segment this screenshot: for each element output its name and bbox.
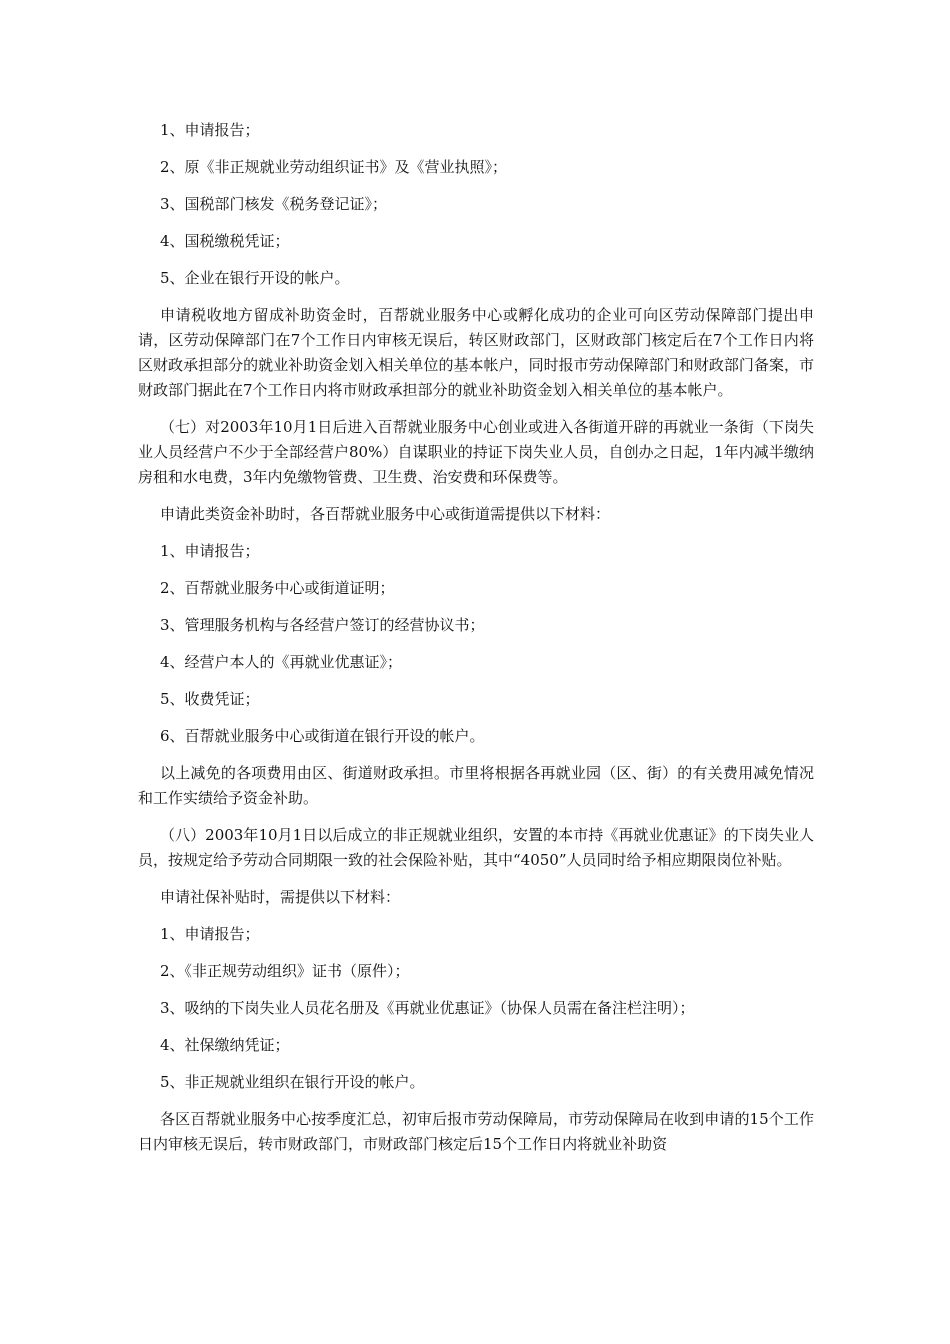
list-item: 3、国税部门核发《税务登记证》； bbox=[160, 195, 388, 213]
list-item: 3、管理服务机构与各经营户签订的经营协议书； bbox=[160, 616, 485, 634]
list-item: 2、百帮就业服务中心或街道证明； bbox=[160, 579, 395, 597]
paragraph: 申请社保补贴时，需提供以下材料： bbox=[160, 888, 401, 906]
document-body bbox=[138, 118, 814, 1157]
list-item: 5、非正规就业组织在银行开设的帐户。 bbox=[160, 1073, 425, 1091]
paragraph: 申请此类资金补助时，各百帮就业服务中心或街道需提供以下材料： bbox=[160, 505, 611, 523]
list-item: 3、吸纳的下岗失业人员花名册及《再就业优惠证》（协保人员需在备注栏注明）； bbox=[160, 999, 695, 1017]
paragraph: 各区百帮就业服务中心按季度汇总，初审后报市劳动保障局，市劳动保障局在收到申请的15个工作日内审核无误后，转市财政部门，市财政部门核定后15个工作日内将就业补助资 bbox=[138, 1110, 814, 1153]
paragraph: （七）对2003年10月1日后进入百帮就业服务中心创业或进入各街道开辟的再就业一条街（下岗失业人员经营户不少于全部经营户80%）自谋职业的持证下岗失业人员，自创办之日起，1年内减半缴纳房租和水电费，3年内免缴物管费、卫生费、治安费和环保费等。 bbox=[138, 418, 814, 486]
paragraph: 申请税收地方留成补助资金时，百帮就业服务中心或孵化成功的企业可向区劳动保障部门提出申请，区劳动保障部门在7个工作日内审核无误后，转区财政部门，区财政部门核定后在7个工作日内将区财政承担部分的就业补助资金划入相关单位的基本帐户，同时报市劳动保障部门和财政部门备案，市财政部门据此在7个工作日内将市财政承担部分的就业补助资金划入相关单位的基本帐户。 bbox=[138, 306, 814, 399]
list-item: 6、百帮就业服务中心或街道在银行开设的帐户。 bbox=[160, 727, 485, 745]
list-item: 4、社保缴纳凭证； bbox=[160, 1036, 290, 1054]
list-item: 1、申请报告； bbox=[160, 925, 260, 943]
list-item: 1、申请报告； bbox=[160, 121, 260, 139]
list-item: 5、收费凭证； bbox=[160, 690, 260, 708]
paragraph: 以上减免的各项费用由区、街道财政承担。市里将根据各再就业园（区、街）的有关费用减免情况和工作实绩给予资金补助。 bbox=[138, 764, 814, 807]
list-item: 4、国税缴税凭证； bbox=[160, 232, 290, 250]
list-item: 2、原《非正规就业劳动组织证书》及《营业执照》； bbox=[160, 158, 508, 176]
paragraph: （八）2003年10月1日以后成立的非正规就业组织，安置的本市持《再就业优惠证》的下岗失业人员，按规定给予劳动合同期限一致的社会保险补贴，其中“4050”人员同时给予相应期限岗位补贴。 bbox=[138, 826, 814, 869]
list-item: 2、《非正规劳动组织》证书（原件）； bbox=[160, 962, 410, 980]
list-item: 1、申请报告； bbox=[160, 542, 260, 560]
list-item: 5、企业在银行开设的帐户。 bbox=[160, 269, 350, 287]
list-item: 4、经营户本人的《再就业优惠证》； bbox=[160, 653, 403, 671]
